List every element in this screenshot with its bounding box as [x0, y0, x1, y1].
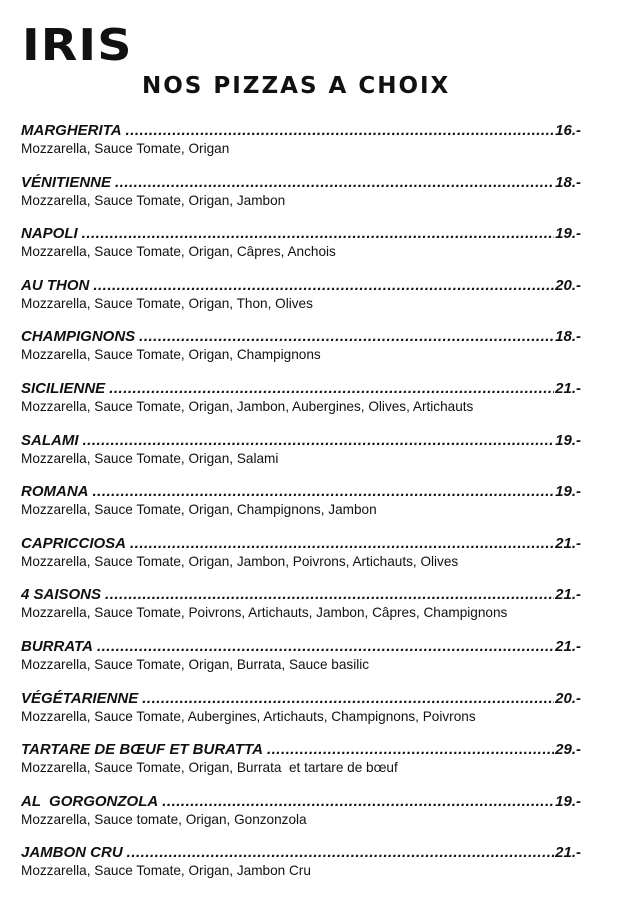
menu-item-price: 21.- [555, 844, 581, 862]
menu-item-description: Mozzarella, Sauce Tomate, Origan, Câpres, Anchois [21, 244, 336, 260]
dot-leader [115, 174, 554, 192]
menu-item-venitienne [21, 174, 581, 226]
menu-item-sicilienne [21, 380, 581, 432]
dot-leader [130, 535, 554, 553]
menu-item-description: Mozzarella, Sauce Tomate, Origan, Jambon, Poivrons, Artichauts, Olives [21, 553, 459, 569]
menu-item-name: CHAMPIGNONS [21, 328, 136, 346]
menu-item-name: BURRATA [21, 637, 93, 655]
dot-leader [139, 328, 554, 346]
menu-item-romana [21, 483, 581, 535]
menu-item-name: SICILIENNE [21, 379, 106, 397]
menu-item-price: 18.- [555, 173, 581, 191]
menu-item-price: 20.- [555, 689, 581, 707]
menu-item-price: 19.- [555, 483, 581, 501]
menu-item-name: MARGHERITA [21, 122, 122, 139]
pizza-menu-list [21, 122, 581, 896]
menu-item-name: NAPOLI [21, 225, 78, 243]
menu-item-name: TARTARE DE BŒUF ET BURATTA [21, 741, 263, 759]
menu-item-name: 4 SAISONS [21, 586, 102, 604]
menu-section-title: NOS PIZZAS A CHOIX [142, 73, 451, 99]
menu-item-description: Mozzarella, Sauce Tomate, Origan, Jambon [21, 192, 286, 208]
menu-item-description: Mozzarella, Sauce Tomate, Poivrons, Artichauts, Jambon, Câpres, Champignons [21, 605, 508, 621]
menu-item-price: 19.- [555, 792, 581, 810]
dot-leader [267, 741, 554, 759]
dot-leader [127, 844, 554, 862]
menu-item-price: 18.- [555, 328, 581, 346]
menu-item-name: AU THON [21, 276, 90, 294]
menu-item-capricciosa [21, 535, 581, 587]
menu-item-price: 19.- [555, 225, 581, 243]
menu-item-tartare-de-boeuf [21, 741, 581, 793]
dot-leader [83, 432, 555, 450]
menu-item-burrata [21, 638, 581, 690]
menu-item-au-thon [21, 277, 581, 329]
dot-leader [162, 793, 554, 811]
dot-leader [93, 277, 554, 295]
dot-leader [93, 483, 555, 501]
menu-item-description: Mozzarella, Sauce tomate, Origan, Gonzonzola [21, 811, 307, 827]
menu-item-name: SALAMI [21, 431, 79, 449]
dot-leader [109, 380, 554, 398]
menu-item-price: 29.- [555, 741, 581, 759]
dot-leader [82, 225, 554, 243]
menu-item-price: 20.- [555, 276, 581, 294]
menu-item-description: Mozzarella, Sauce Tomate, Origan, Jambon, Aubergines, Olives, Artichauts [21, 398, 474, 414]
menu-item-price: 19.- [555, 431, 581, 449]
menu-item-price: 21.- [555, 534, 581, 552]
menu-item-description: Mozzarella, Sauce Tomate, Origan, Burrata, Sauce basilic [21, 656, 370, 672]
menu-item-name: ROMANA [21, 483, 89, 501]
menu-item-description: Mozzarella, Sauce Tomate, Origan, Champignons, Jambon [21, 502, 377, 518]
menu-item-description: Mozzarella, Sauce Tomate, Origan, Jambon Cru [21, 863, 311, 879]
menu-item-vegetarienne [21, 690, 581, 742]
dot-leader [105, 586, 554, 604]
menu-item-4-saisons [21, 586, 581, 638]
menu-item-description: Mozzarella, Sauce Tomate, Origan [21, 141, 230, 156]
dot-leader [142, 690, 554, 708]
menu-item-description: Mozzarella, Sauce Tomate, Origan, Thon, Olives [21, 295, 313, 311]
menu-item-name: VÉNITIENNE [21, 173, 112, 191]
menu-item-price: 16.- [555, 122, 581, 139]
restaurant-name: IRIS [22, 20, 133, 71]
menu-item-description: Mozzarella, Sauce Tomate, Aubergines, Artichauts, Champignons, Poivrons [21, 708, 476, 724]
menu-item-champignons [21, 328, 581, 380]
menu-item-napoli [21, 225, 581, 277]
menu-item-margherita [21, 122, 581, 174]
menu-item-price: 21.- [555, 637, 581, 655]
menu-item-name: JAMBON CRU [21, 844, 123, 862]
menu-item-price: 21.- [555, 586, 581, 604]
menu-item-description: Mozzarella, Sauce Tomate, Origan, Burrata et tartare de bœuf [21, 760, 398, 776]
menu-item-al-gorgonzola [21, 793, 581, 845]
menu-item-name: CAPRICCIOSA [21, 534, 127, 552]
menu-item-name: VÉGÉTARIENNE [21, 689, 139, 707]
menu-item-jambon-cru [21, 844, 581, 896]
menu-item-name: AL GORGONZOLA [21, 792, 159, 810]
menu-item-price: 21.- [555, 379, 581, 397]
menu-item-description: Mozzarella, Sauce Tomate, Origan, Champignons [21, 347, 321, 363]
menu-item-description: Mozzarella, Sauce Tomate, Origan, Salami [21, 450, 279, 466]
dot-leader [126, 122, 555, 140]
dot-leader [97, 638, 554, 656]
menu-item-salami [21, 432, 581, 484]
